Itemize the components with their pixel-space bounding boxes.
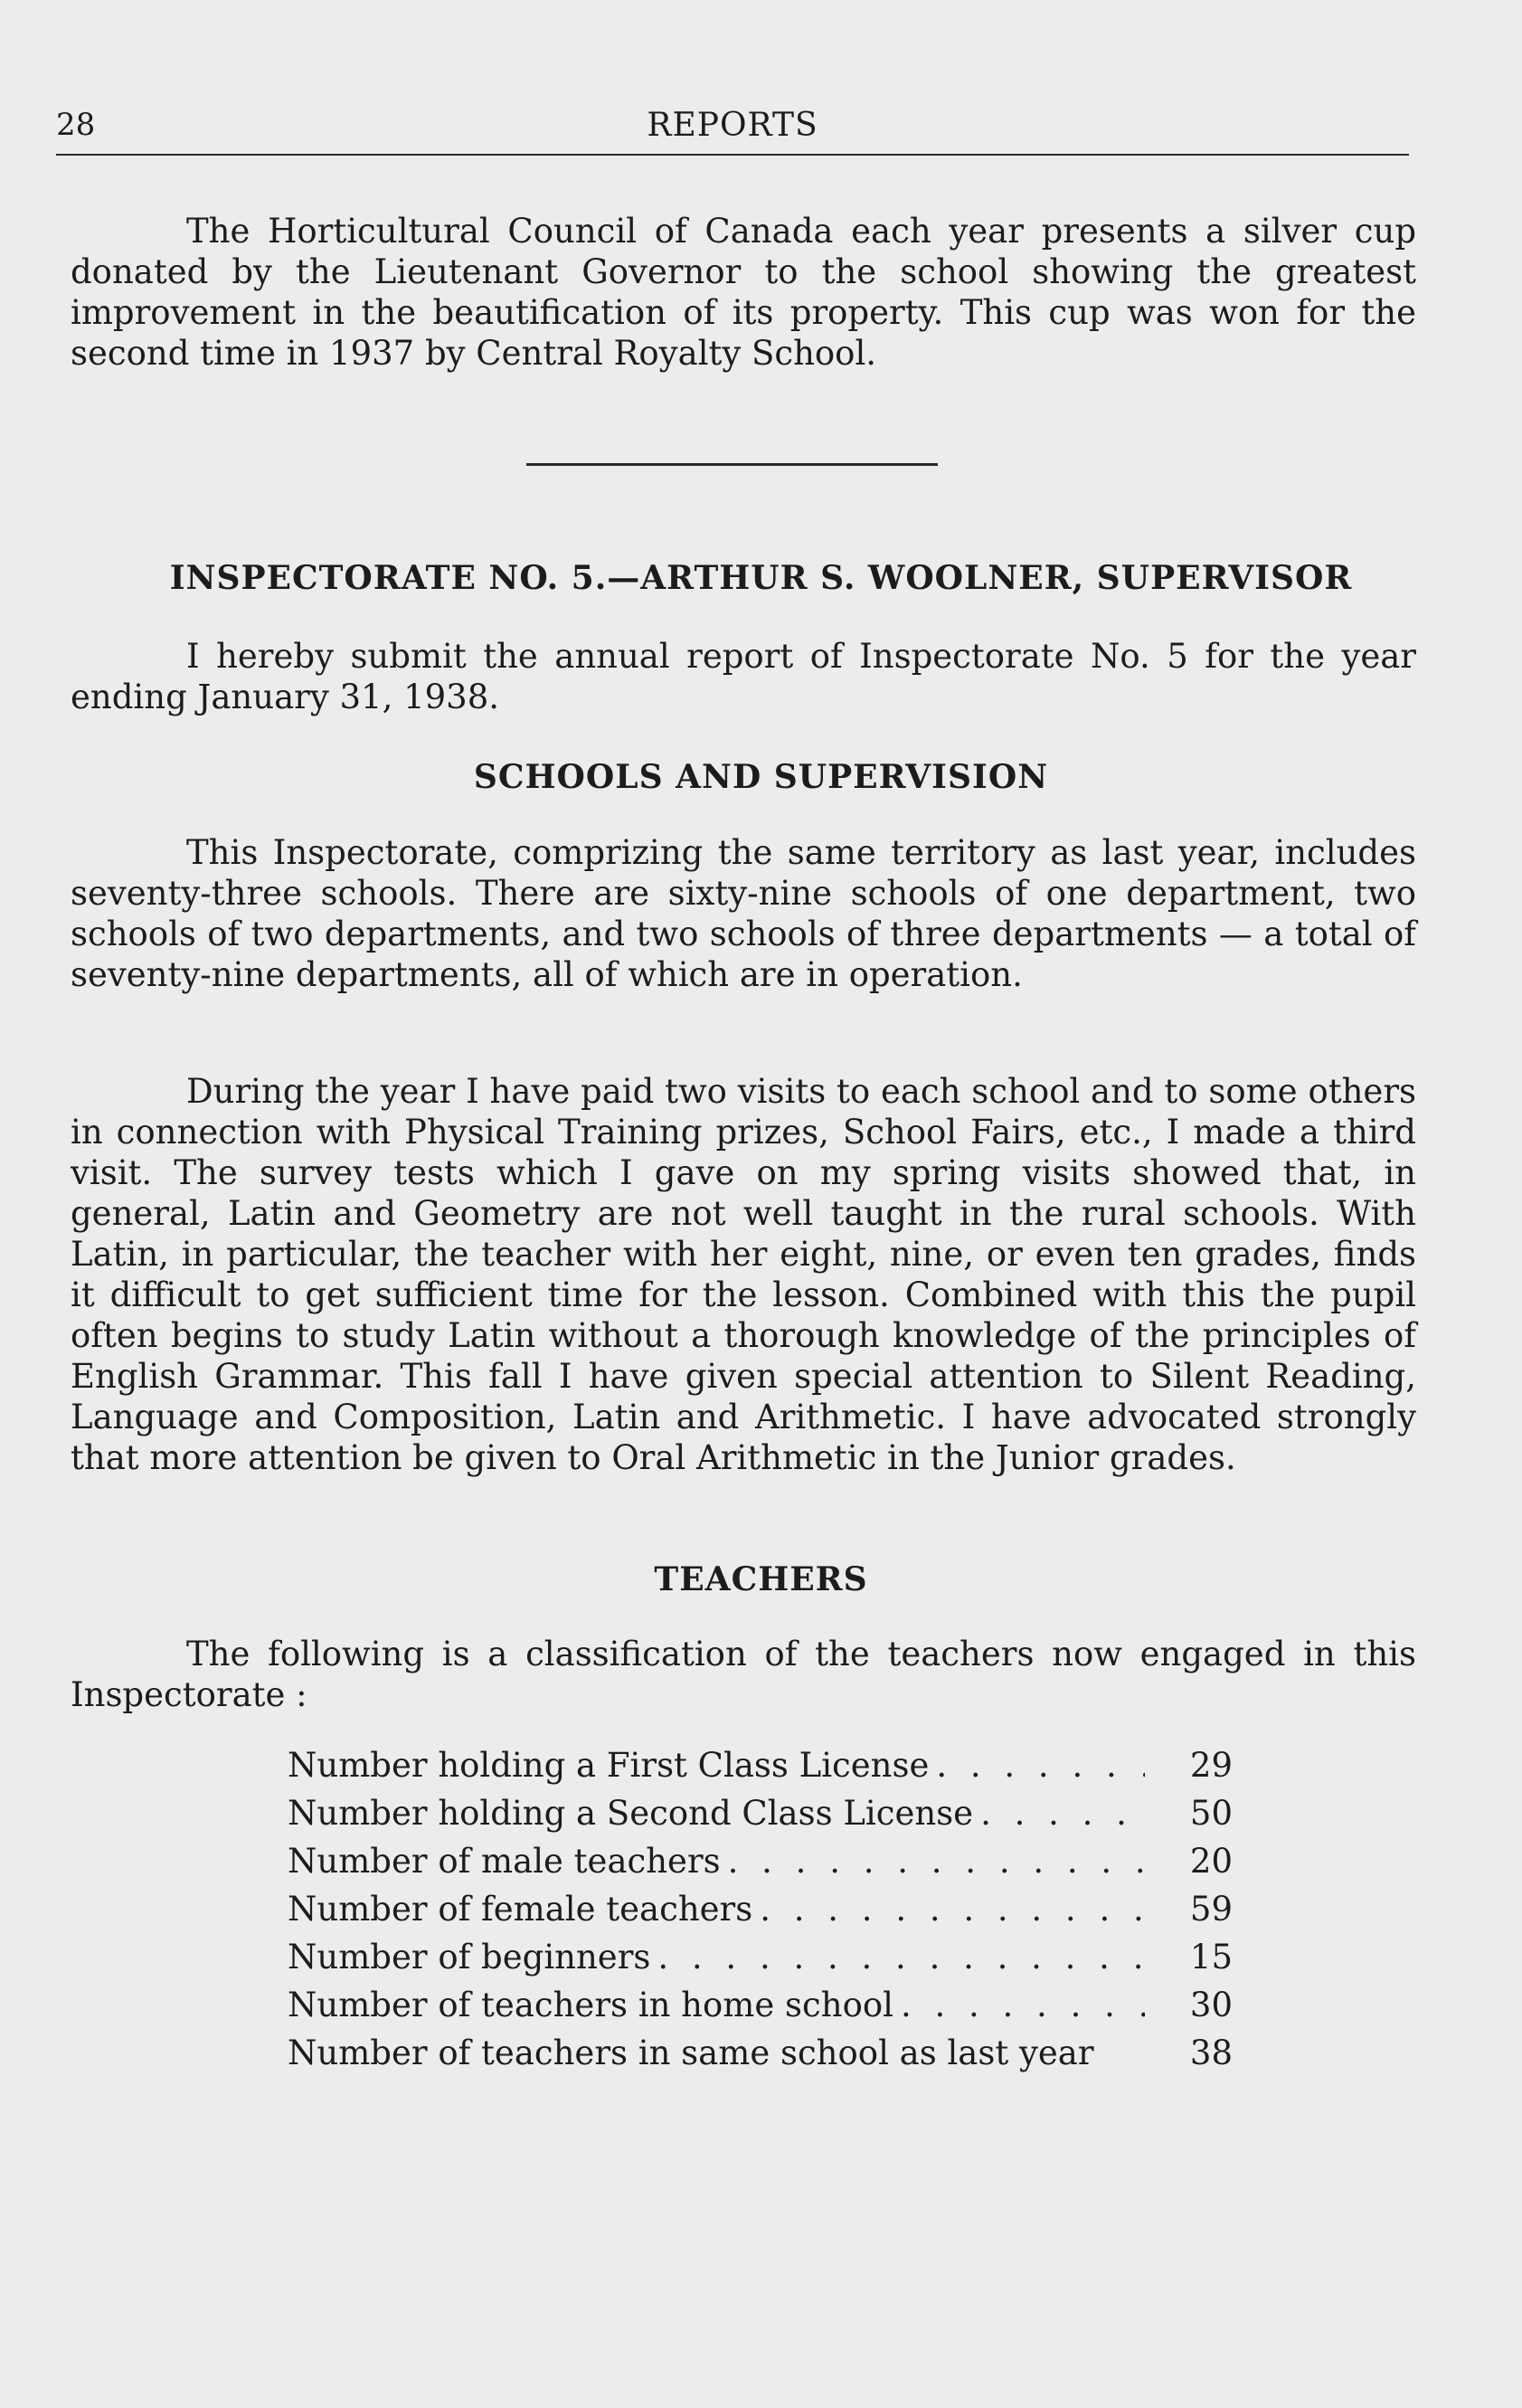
header-rule <box>56 154 1409 156</box>
row-value: 59 <box>1189 1890 1233 1929</box>
row-label: Number holding a Second Class License <box>288 1794 974 1833</box>
paragraph-territory: This Inspectorate, comprizing the same territory as last year, includes seventy-three schools. There are sixty-nine schools of one department, two schools of two departments, and two schools of three departments — a total of seventy-nine departments, all of which are in operation. <box>71 833 1416 994</box>
row-label: Number of teachers in same school as last year <box>288 2034 1094 2072</box>
row-label: Number of female teachers <box>288 1890 753 1929</box>
page-header <box>56 107 1409 154</box>
dot-leader <box>929 1746 1145 1785</box>
paragraph-horticultural: The Horticultural Council of Canada each year presents a silver cup donated by the Lieutenant Governor to the school showing the greatest improvement in the beautification of its property. This cup was won for the second time in 1937 by Central Royalty School. <box>71 212 1416 373</box>
table-row <box>288 2034 1233 2081</box>
row-value: 50 <box>1189 1794 1233 1833</box>
row-label: Number of teachers in home school <box>288 1986 893 2024</box>
teachers-heading: TEACHERS <box>654 1560 868 1598</box>
teacher-classification-table <box>288 1746 1233 2081</box>
row-value: 29 <box>1189 1746 1233 1785</box>
paragraph-visits: During the year I have paid two visits to each school and to some others in connection with Physical Training prizes, School Fairs, etc., I made a third visit. The survey tests which I gave on my spring visits showed that, in general, Latin and Geometry are not well taught in the rural schools. With Latin, in particular, the teacher with her eight, nine, or even ten grades, finds it difficult to get sufficient time for the lesson. Combined with this the pupil often begins to study Latin without a thorough knowledge of the principles of English Grammar. This fall I have given special attention to Silent Reading, Language and Composition, Latin and Arithmetic. I have advocated strongly that more attention be given to Oral Arithmetic in the Junior grades. <box>71 1072 1416 1477</box>
running-head: REPORTS <box>647 107 818 144</box>
table-row <box>288 1842 1233 1890</box>
table-row <box>288 1938 1233 1986</box>
dot-leader <box>752 1890 1145 1929</box>
section-divider <box>526 463 938 466</box>
schools-heading: SCHOOLS AND SUPERVISION <box>473 758 1049 796</box>
table-row <box>288 1986 1233 2034</box>
dot-leader <box>721 1842 1145 1881</box>
inspectorate-heading: INSPECTORATE NO. 5.—ARTHUR S. WOOLNER, SUPERVISOR <box>169 559 1353 597</box>
page-number: 28 <box>56 107 96 143</box>
row-label: Number holding a First Class License <box>288 1746 930 1785</box>
table-row <box>288 1746 1233 1794</box>
row-value: 15 <box>1189 1938 1233 1977</box>
paragraph-submit: I hereby submit the annual report of Inspectorate No. 5 for the year ending January 31, 1938. <box>71 637 1416 716</box>
row-label: Number of beginners <box>288 1938 651 1977</box>
table-row <box>288 1890 1233 1938</box>
row-value: 20 <box>1189 1842 1233 1881</box>
row-value: 30 <box>1189 1986 1233 2024</box>
paragraph-classification: The following is a classification of the teachers now engaged in this Inspectorate : <box>71 1635 1416 1714</box>
table-row <box>288 1794 1233 1842</box>
dot-leader <box>650 1938 1145 1977</box>
row-label: Number of male teachers <box>288 1842 721 1881</box>
dot-leader <box>973 1794 1145 1833</box>
dot-leader <box>893 1986 1145 2024</box>
row-value: 38 <box>1189 2034 1233 2072</box>
